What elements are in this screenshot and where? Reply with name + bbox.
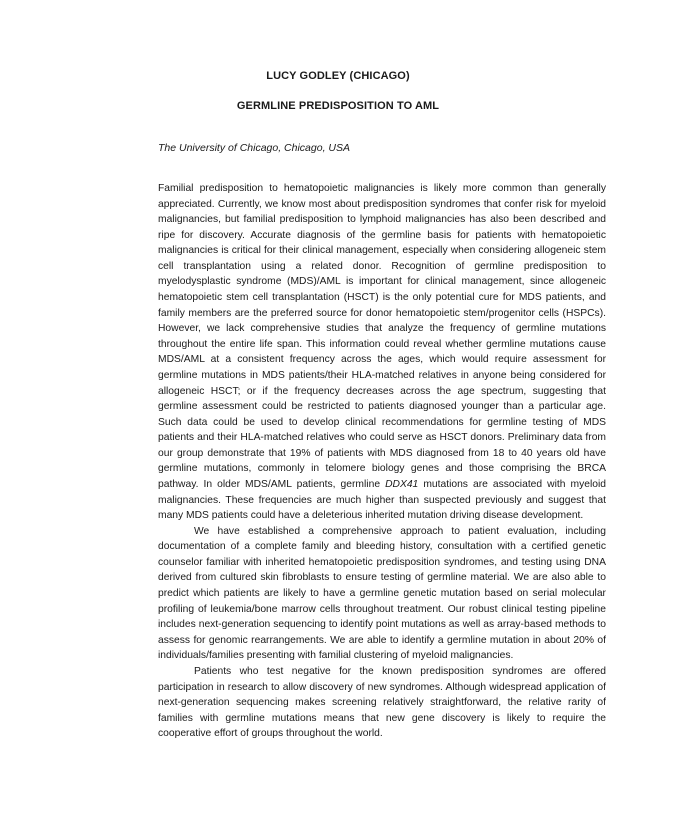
gene-name: DDX41	[385, 478, 419, 490]
paragraph-1	[158, 181, 606, 524]
abstract-body	[158, 181, 606, 742]
paragraph-1-text-b: mutations are associated with myeloid malignancies. These frequencies are much higher than suspected previously and suggest that many MDS patients could have a deleterious inherited mutation driving disease development.	[158, 478, 606, 522]
document-title: GERMLINE PREDISPOSITION TO AML	[236, 100, 440, 112]
affiliation: The University of Chicago, Chicago, USA	[158, 142, 350, 154]
paragraph-1-text-a: Familial predisposition to hematopoietic malignancies is likely more common than generally appreciated. Currently, we know most about predisposition syndromes that confer risk for myeloid malignancies, but familial predisposition to lymphoid malignancies has also been described and ripe for discovery. Accurate diagnosis of the germline basis for patients with hematopoietic malignancies is critical for their clinical management, especially when considering allogeneic stem cell transplantation using a related donor. Recognition of germline predisposition to myelodysplastic syndrome (MDS)/AML is important for clinical management, since allogeneic hematopoietic stem cell transplantation (HSCT) is the only potential cure for MDS patients, and family members are the preferred source for donor hematopoietic stem/progenitor cells (HSPCs). However, we lack comprehensive studies that analyze the frequency of germline mutations throughout the entire life span. This information could reveal whether germline mutations cause MDS/AML at a consistent frequency across the ages, which would require assessment for germline mutations in MDS patients/their HLA-matched relatives in anyone being considered for allogeneic HSCT; or if the frequency decreases across the age spectrum, suggesting that germline assessment could be restricted to patients diagnosed younger than a particular age. Such data could be used to develop clinical recommendations for germline testing of MDS patients and their HLA-matched relatives who could serve as HSCT donors. Preliminary data from our group demonstrate that 19% of patients with MDS diagnosed from 18 to 40 years old have germline mutations, commonly in telomere biology genes and those comprising the BRCA pathway. In older MDS/AML patients, germline	[158, 183, 606, 490]
paragraph-2: We have established a comprehensive approach to patient evaluation, including documentation of a complete family and bleeding history, consultation with a certified genetic counselor familiar with inherited hematopoietic predisposition syndromes, and testing using DNA derived from cultured skin fibroblasts to ensure testing of germline material. We are also able to predict which patients are likely to have a germline genetic mutation based on serial molecular profiling of leukemia/bone marrow cells throughout treatment. Our robust clinical testing pipeline includes next-generation sequencing to identify point mutations as well as array-based methods to assess for genomic rearrangements. We are able to identify a germline mutation in about 20% of individuals/families presenting with familial clustering of myeloid malignancies.	[158, 525, 606, 662]
author-heading: LUCY GODLEY (CHICAGO)	[266, 70, 410, 82]
paragraph-3: Patients who test negative for the known predisposition syndromes are offered participation in research to allow discovery of new syndromes. Although widespread application of next-generation sequencing makes screening relatively straightforward, the relative rarity of families with germline mutations means that new gene discovery is likely to require the cooperative effort of groups throughout the world.	[158, 665, 606, 740]
